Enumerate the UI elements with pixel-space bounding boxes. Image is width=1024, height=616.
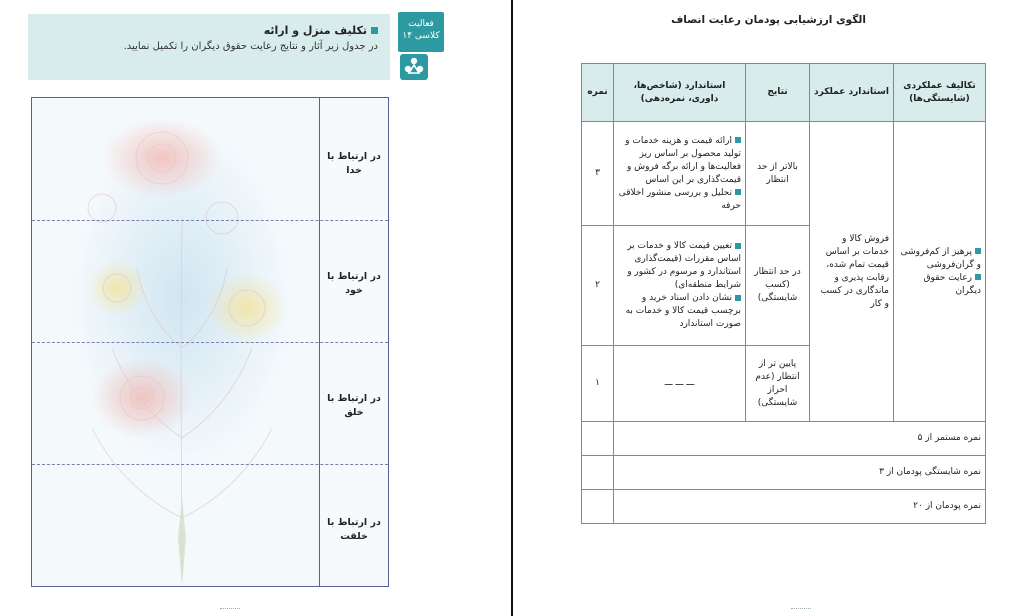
summary-row [582, 490, 986, 524]
bullet-square-icon [371, 27, 378, 34]
criteria-cell: ارائه قیمت و هزینه خدمات و تولید محصول بر اساس ریز فعالیت‌ها و ارائه برگه فروش و قیمت‌گذاری بر این اساس تحلیل و بررسی منشور اخلاقی حرفه [614, 122, 746, 226]
bullet-square-icon [735, 295, 741, 301]
header-standard: استاندارد عملکرد [810, 64, 894, 122]
result-cell: پایین تر از انتظار (عدم احراز شایستگی) [746, 346, 810, 422]
bullet-square-icon [975, 274, 981, 280]
row-label-people: در ارتباط با خلق [327, 393, 381, 418]
header-score: نمره [582, 64, 614, 122]
row-label-self: در ارتباط با خود [327, 271, 381, 296]
rights-effects-table [31, 97, 389, 587]
criteria-cell: تعیین قیمت کالا و خدمات بر اساس مقررات (قیمت‌گذاری استاندارد و مرسوم در کشور و شرایط منطقه‌ای) نشان دادن اسناد خرید و برچسب قیمت کالا و خدمات به صورت استاندارد [614, 226, 746, 346]
summary-label: نمره مستمر از ۵ [614, 422, 986, 456]
summary-label: نمره شایستگی پودمان از ۳ [614, 456, 986, 490]
summary-label: نمره پودمان از ۲۰ [614, 490, 986, 524]
table-row-divider [32, 220, 388, 221]
summary-row [582, 456, 986, 490]
result-cell: در حد انتظار (کسب شایستگی) [746, 226, 810, 346]
table-header-row [582, 64, 986, 122]
table-row-divider [32, 342, 388, 343]
assessment-title: الگوی ارزشیابی پودمان رعایت انصاف [671, 14, 866, 26]
summary-value [582, 422, 614, 456]
criteria-cell: ـــ ـــ ـــ [614, 346, 746, 422]
row-label-god: در ارتباط با خدا [327, 151, 381, 176]
table-row [582, 122, 986, 226]
header-tasks: تکالیف عملکردی (شایستگی‌ها) [894, 64, 986, 122]
assessment-table [581, 63, 986, 524]
standard-cell: فروش کالا و خدمات بر اساس قیمت تمام شده، رقابت پذیری و ماندگاری در کسب و کار [810, 122, 894, 422]
page-footer-ornament [220, 608, 240, 614]
bullet-square-icon [735, 243, 741, 249]
activity-badge-line2: کلاسی ۱۴ [402, 31, 440, 41]
summary-row [582, 422, 986, 456]
score-cell: ۱ [582, 346, 614, 422]
bullet-square-icon [735, 137, 741, 143]
page-footer-ornament [791, 608, 811, 614]
table-row-divider [32, 464, 388, 465]
result-cell: بالاتر از حد انتظار [746, 122, 810, 226]
group-people-icon [400, 54, 428, 80]
row-label-creation: در ارتباط با خلقت [327, 517, 381, 542]
summary-value [582, 490, 614, 524]
score-cell: ۳ [582, 122, 614, 226]
bullet-square-icon [975, 248, 981, 254]
assignment-title: تکلیف منزل و ارائه [38, 24, 378, 37]
summary-value [582, 456, 614, 490]
activity-badge-line1: فعالیت [408, 19, 434, 29]
activity-badge [398, 12, 444, 52]
assignment-header [28, 14, 390, 80]
score-cell: ۲ [582, 226, 614, 346]
task-cell: پرهیز از کم‌فروشی و گران‌فروشی رعایت حقوق دیگران [894, 122, 986, 422]
header-results: نتایج [746, 64, 810, 122]
bullet-square-icon [735, 189, 741, 195]
assignment-instructions: در جدول زیر آثار و نتایج رعایت حقوق دیگران را تکمیل نمایید. [123, 41, 378, 52]
header-criteria: استاندارد (شاخص‌ها، داوری، نمره‌دهی) [614, 64, 746, 122]
left-page [0, 0, 511, 616]
